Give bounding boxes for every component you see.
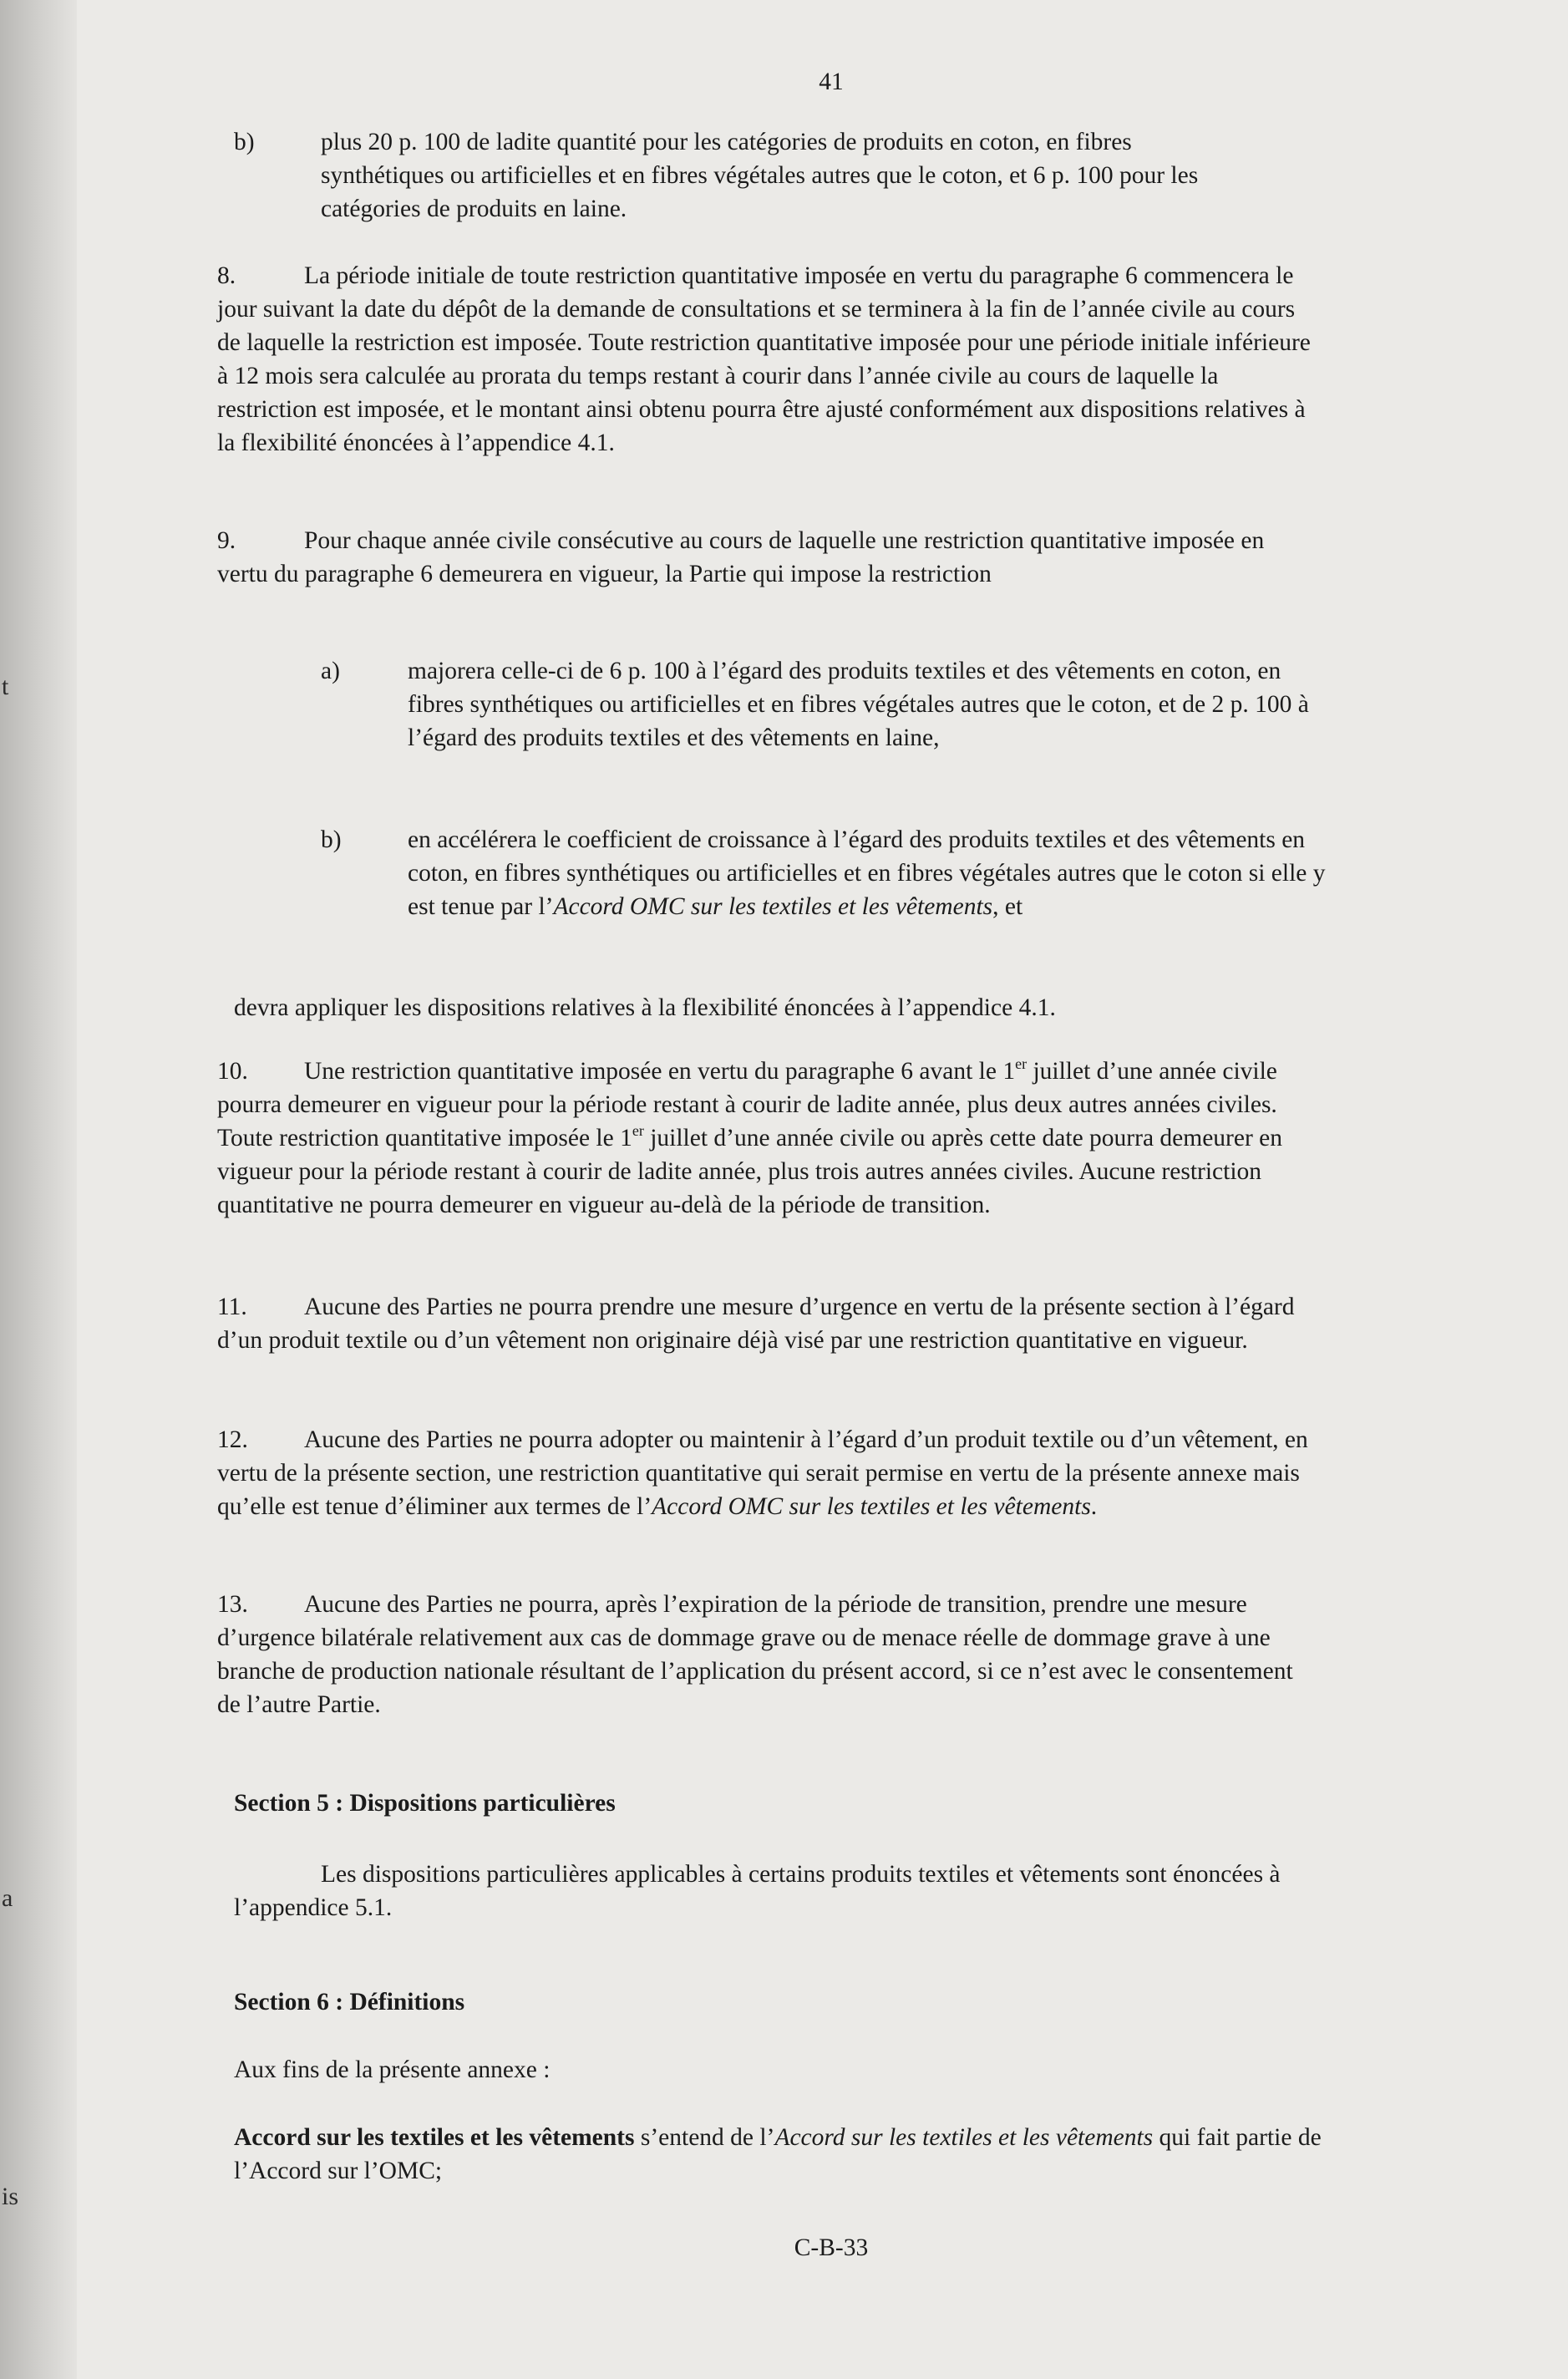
agreement-title: Accord OMC sur les textiles et les vêtements — [553, 893, 993, 920]
document-page — [77, 0, 1568, 2379]
item-label: a) — [321, 658, 340, 684]
paragraph-text: La période initiale de toute restriction quantitative imposée en vertu du paragraphe 6 commencera le jour suivant la date du dépôt de la demande de consultations et se terminera à la fin de l’année civile au cours de laquelle la restriction est imposée. Toute restriction quantitative imposée pour une période initiale inférieure à 12 mois sera calculée au prorata du temps restant à courir dans l’année civile au cours de laquelle la restriction est imposée, et le montant ainsi obtenu pourra être ajusté conformément aux dispositions relatives à la flexibilité énoncées à l’appendice 4.1. — [217, 262, 1311, 456]
item-label: b) — [234, 129, 255, 155]
item-text: plus 20 p. 100 de ladite quantité pour les catégories de produits en coton, en fibres synthétiques ou artificielles et en fibres végétales autres que le coton, et 6 p. 100 pour les catégories de produits en laine. — [321, 129, 1199, 222]
paragraph-12 — [217, 1423, 1312, 1523]
page-footer-reference: C-B-33 — [794, 2234, 869, 2261]
text-part: juillet d’une année civile ou après cette date pourra demeurer en vigueur pour la période restant à courir de ladite année, plus trois autres années civiles. Aucune restriction quantitative ne pourra demeurer en vigueur au-delà de la période de transition. — [217, 1125, 1283, 1218]
section-5-text — [234, 1858, 1328, 1924]
text-part: s’entend de l’ — [634, 2124, 775, 2151]
text-part: qui fait partie de l’Accord sur l’OMC; — [234, 2124, 1322, 2184]
section-5-heading: Section 5 : Dispositions particulières — [234, 1790, 616, 1817]
paragraph-number: 12. — [217, 1426, 248, 1453]
paragraph-text: Pour chaque année civile consécutive au cours de laquelle une restriction quantitative imposée en vertu du paragraphe 6 demeurera en vigueur, la Partie qui impose la restriction — [217, 527, 1265, 587]
paragraph-text: Les dispositions particulières applicables à certains produits textiles et vêtements sont énoncées à l’appendice 5.1. — [234, 1861, 1281, 1921]
item-text: majorera celle-ci de 6 p. 100 à l’égard des produits textiles et des vêtements en coton, en fibres synthétiques ou artificielles et en fibres végétales autres que le coton, et de 2 p. 100 à l’égard des produits textiles et des vêtements en laine, — [408, 658, 1309, 751]
page-number: 41 — [819, 69, 844, 95]
agreement-title: Accord sur les textiles et les vêtements — [774, 2124, 1154, 2151]
section-6-heading: Section 6 : Définitions — [234, 1989, 465, 2016]
superscript: er — [632, 1122, 644, 1139]
paragraph-number: 10. — [217, 1058, 248, 1085]
item-text — [408, 823, 1331, 923]
text-part: Aucune des Parties ne pourra adopter ou maintenir à l’égard d’un produit textile ou d’un vêtement, en vertu de la présente section, une restriction quantitative qui serait permise en vertu de la présente annexe mais qu’elle est tenue d’éliminer aux termes de l’ — [217, 1426, 1308, 1520]
text-part: juillet d’une année civile pourra demeurer en vigueur pour la période restant à courir de ladite année, plus deux autres années civiles. Toute restriction quantitative imposée le 1 — [217, 1058, 1277, 1151]
paragraph-text — [217, 1055, 1283, 1218]
previous-page-fragment: t — [2, 673, 9, 700]
paragraph-number: 9. — [217, 527, 236, 554]
paragraph-11 — [217, 1290, 1312, 1357]
paragraph-number: 8. — [217, 262, 236, 289]
paragraph-text — [217, 1426, 1308, 1520]
previous-page-fragment: a — [2, 1884, 13, 1912]
previous-page-fragment: is — [2, 2183, 19, 2210]
paragraph-8 — [217, 259, 1312, 460]
item-label: b) — [321, 826, 342, 853]
item-text-part: , et — [992, 893, 1023, 920]
superscript: er — [1015, 1055, 1028, 1072]
paragraph-text: Aucune des Parties ne pourra prendre une mesure d’urgence en vertu de la présente section à l’égard d’un produit textile ou d’un vêtement non originaire déjà visé par une restriction quantitative en vigueur. — [217, 1294, 1295, 1354]
binding-gutter — [0, 0, 77, 2379]
paragraph-text: Aucune des Parties ne pourra, après l’expiration de la période de transition, prendre une mesure d’urgence bilatérale relativement aux cas de dommage grave ou de menace réelle de dommage grave à une branche de production nationale résultant de l’application du présent accord, si ce n’est avec le consentement de l’autre Partie. — [217, 1591, 1293, 1718]
paragraph-13 — [217, 1588, 1312, 1721]
item-text-part: en accélérera le coefficient de croissance à l’égard des produits textiles et des vêtements en coton, en fibres synthétiques ou artificielles et en fibres végétales autres que le coton si elle y est tenue par l’ — [408, 826, 1326, 920]
text-part: . — [1090, 1493, 1098, 1520]
paragraph-9 — [217, 524, 1312, 591]
paragraph-10 — [217, 1055, 1312, 1222]
paragraph-number: 13. — [217, 1591, 248, 1618]
definition-atv — [234, 2121, 1328, 2188]
paragraph-number: 11. — [217, 1294, 247, 1320]
text-part: Une restriction quantitative imposée en vertu du paragraphe 6 avant le 1 — [304, 1058, 1016, 1085]
definition-term: Accord sur les textiles et les vêtements — [234, 2124, 635, 2151]
paragraph-9-closing: devra appliquer les dispositions relatives à la flexibilité énoncées à l’appendice 4.1. — [234, 994, 1056, 1021]
section-6-intro: Aux fins de la présente annexe : — [234, 2056, 551, 2083]
agreement-title: Accord OMC sur les textiles et les vêtements — [652, 1493, 1091, 1520]
